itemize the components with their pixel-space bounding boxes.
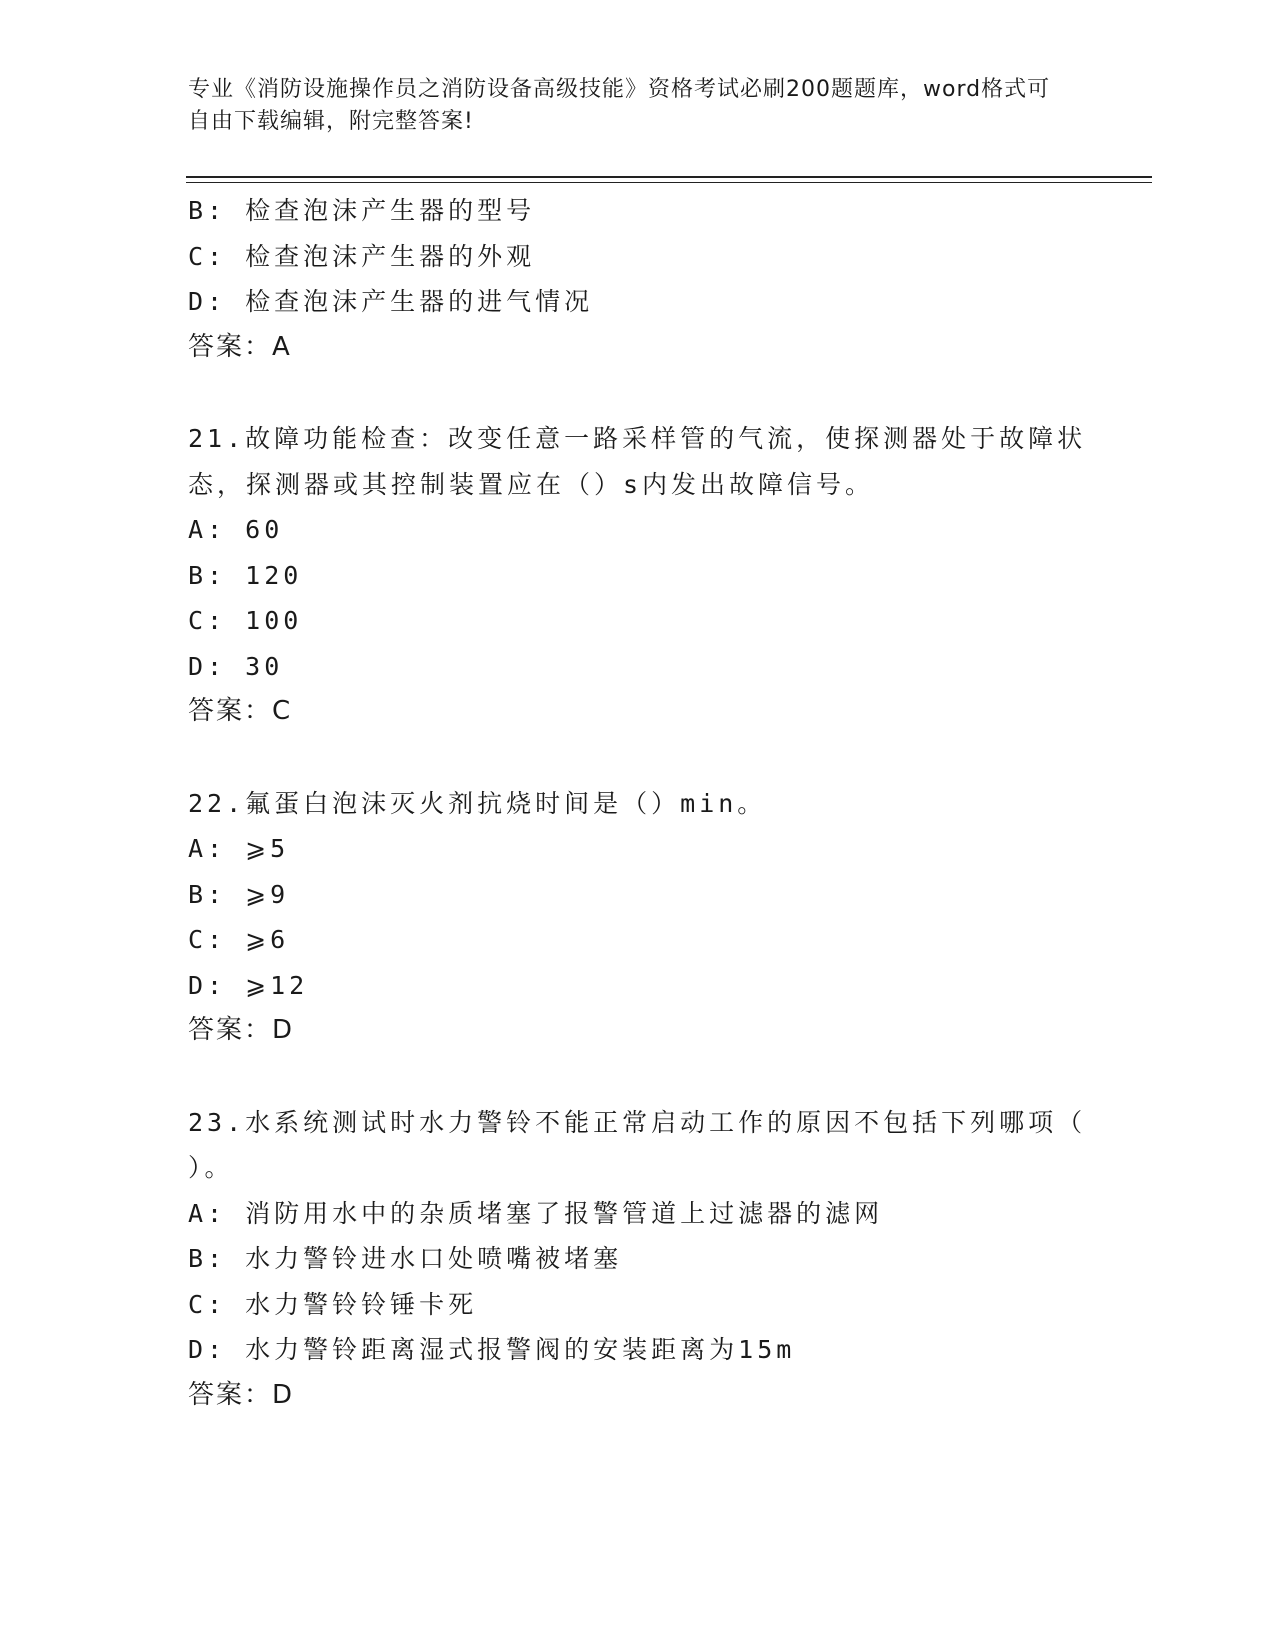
- header-divider-thick: [186, 176, 1152, 178]
- option-c: C: 100: [188, 606, 303, 635]
- question-22: [188, 781, 1088, 1054]
- option-a: A: 消防用水中的杂质堵塞了报警管道上过滤器的滤网: [188, 1198, 884, 1228]
- question-23: [188, 1100, 1088, 1419]
- question-21: [188, 416, 1088, 735]
- answer: 答案：A: [188, 331, 292, 362]
- option-d: D: 检查泡沫产生器的进气情况: [188, 287, 594, 316]
- option-d: D: ⩾12: [188, 970, 309, 1000]
- answer: 答案：C: [188, 696, 293, 726]
- question-stem-continued: 态，探测器或其控制装置应在（）s内发出故障信号。: [188, 469, 875, 499]
- option-c: C: 检查泡沫产生器的外观: [188, 241, 536, 271]
- question-stem: 22.氟蛋白泡沫灭火剂抗烧时间是（）min。: [188, 788, 767, 818]
- question-stem: 21.故障功能检查：改变任意一路采样管的气流，使探测器处于故障状: [188, 424, 1087, 453]
- option-c: C: ⩾6: [188, 925, 290, 954]
- option-d: D: 30: [188, 651, 284, 681]
- header-divider-thin: [186, 182, 1152, 183]
- option-b: B: 120: [188, 560, 303, 590]
- option-a: A: 60: [188, 515, 284, 544]
- answer: 答案：D: [188, 1379, 295, 1410]
- option-b: B: 水力警铃进水口处喷嘴被堵塞: [188, 1244, 623, 1273]
- question-content: [188, 188, 1088, 1418]
- option-b: B: ⩾9: [188, 879, 290, 909]
- option-c: C: 水力警铃铃锤卡死: [188, 1289, 478, 1319]
- option-d: D: 水力警铃距离湿式报警阀的安装距离为15m: [188, 1335, 796, 1364]
- previous-question-tail: [188, 188, 1088, 370]
- document-header: 专业《消防设施操作员之消防设备高级技能》资格考试必刷200题题库，word格式可自由下载编辑，附完整答案!: [188, 77, 1051, 134]
- option-b: B: 检查泡沫产生器的型号: [188, 196, 536, 225]
- question-stem: 23.水系统测试时水力警铃不能正常启动工作的原因不包括下列哪项（: [188, 1107, 1087, 1137]
- question-stem-continued: ）。: [188, 1153, 234, 1182]
- answer: 答案：D: [188, 1015, 295, 1045]
- option-a: A: ⩾5: [188, 834, 290, 863]
